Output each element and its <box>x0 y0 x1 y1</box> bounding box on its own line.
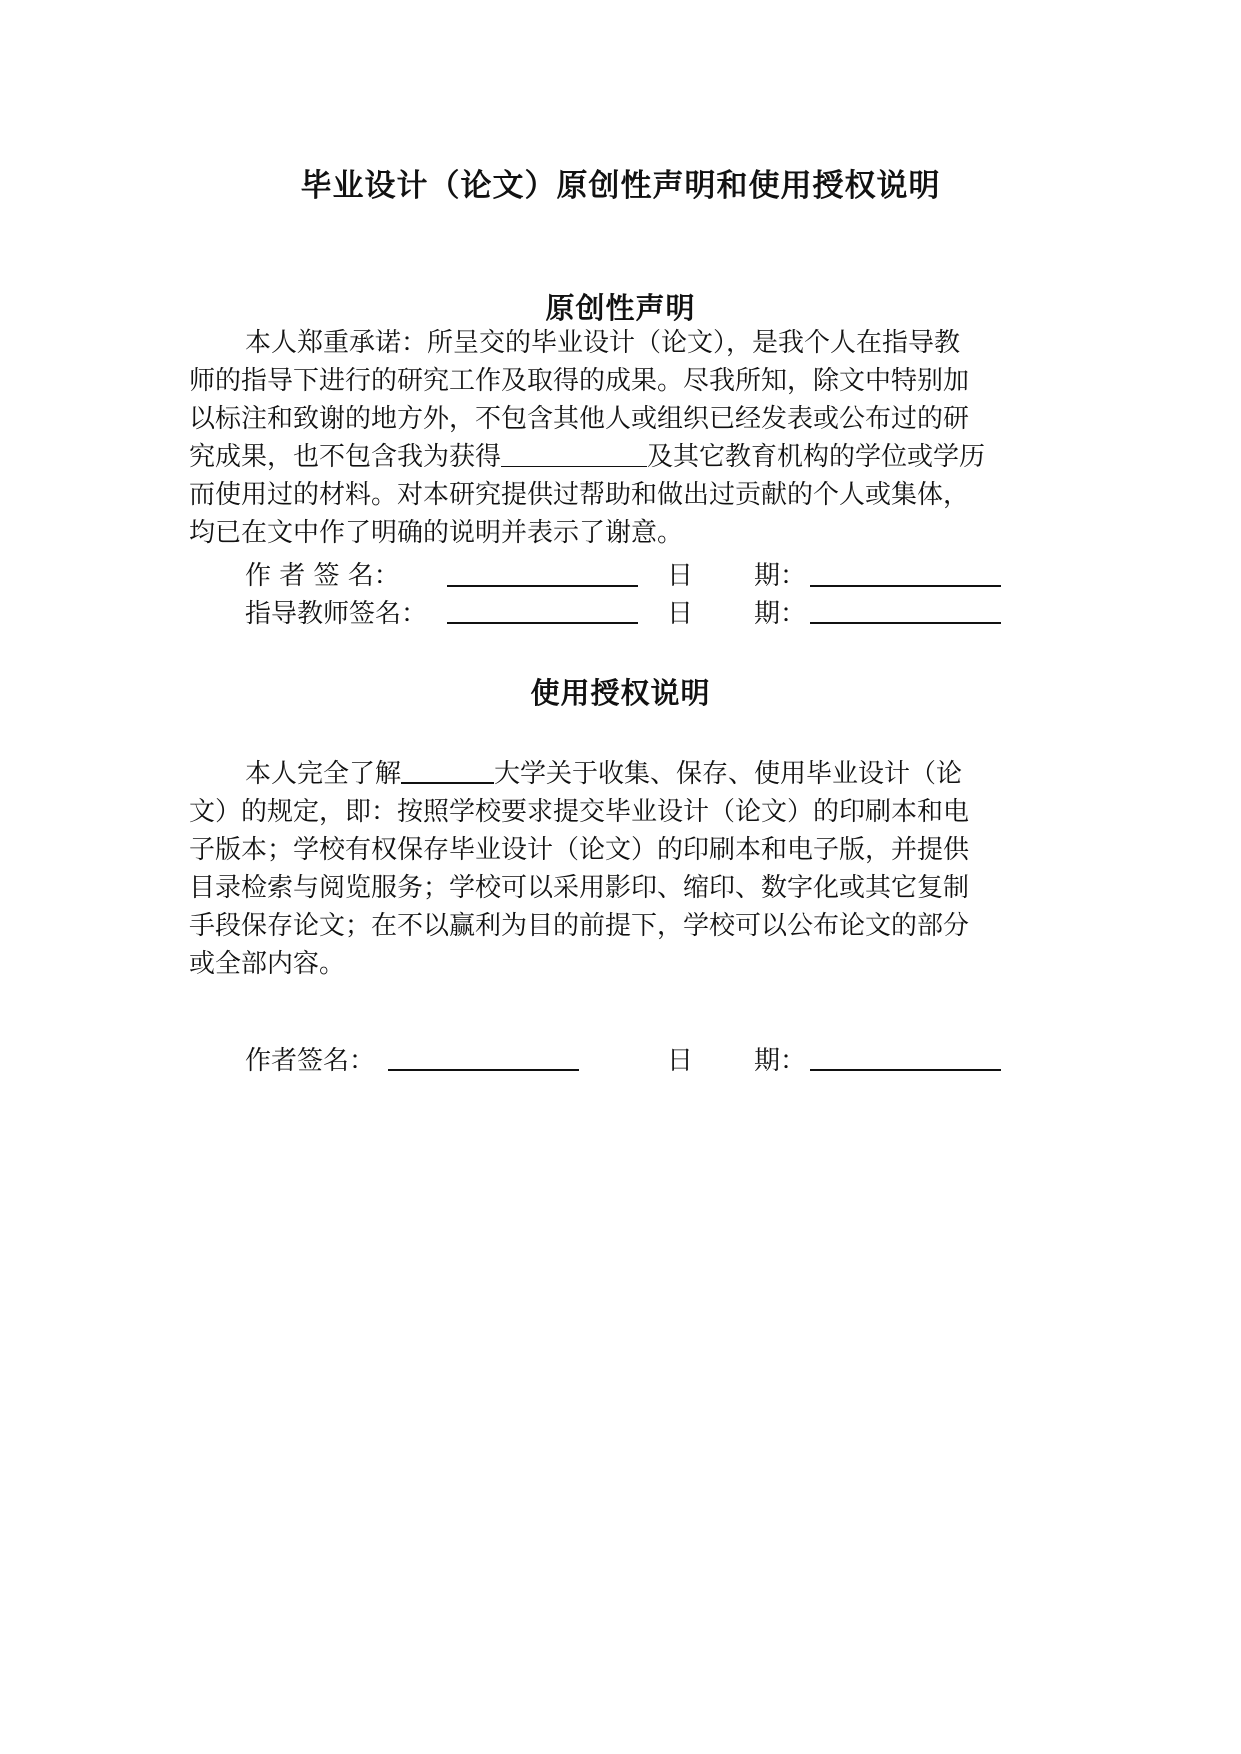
originality-line-text: 究成果，也不包含我为获得 <box>189 442 502 472</box>
authorization-paragraph-line <box>245 756 962 792</box>
authorization-heading: 使用授权说明 <box>530 676 711 710</box>
authorization-paragraph-line: 手段保存论文；在不以赢利为目的前提下，学校可以公布论文的部分 <box>189 911 970 941</box>
advisor-signature-field[interactable] <box>447 622 638 624</box>
author-signature-label: 作者签名： <box>245 1046 376 1076</box>
originality-paragraph-line: 本人郑重承诺：所呈交的毕业设计（论文），是我个人在指导教 <box>245 328 961 358</box>
document-title: 毕业设计（论文）原创性声明和使用授权说明 <box>300 168 941 204</box>
originality-paragraph-line: 均已在文中作了明确的说明并表示了谢意。 <box>189 518 684 548</box>
date-label-char: 日 <box>667 561 694 591</box>
date-label-char: 日 <box>667 599 694 629</box>
authorization-author-signature-field[interactable] <box>388 1069 579 1071</box>
date-label-char: 期： <box>754 561 807 591</box>
originality-heading: 原创性声明 <box>545 291 696 325</box>
authorization-paragraph-line: 子版本；学校有权保存毕业设计（论文）的印刷本和电子版，并提供 <box>189 835 970 865</box>
authorization-paragraph-line: 或全部内容。 <box>189 949 346 979</box>
originality-line-text: 及其它教育机构的学位或学历 <box>647 442 986 472</box>
authorization-paragraph-line: 目录检索与阅览服务；学校可以采用影印、缩印、数字化或其它复制 <box>189 873 970 903</box>
author-date-field[interactable] <box>810 585 1001 587</box>
originality-paragraph-line <box>189 439 985 475</box>
date-label-char: 期： <box>754 599 807 629</box>
authorization-paragraph-line: 文）的规定，即：按照学校要求提交毕业设计（论文）的印刷本和电 <box>189 797 970 827</box>
authorization-line-text: 本人完全了解 <box>245 759 402 789</box>
degree-blank-field[interactable] <box>501 440 647 467</box>
authorization-date-field[interactable] <box>810 1069 1001 1071</box>
originality-paragraph-line: 以标注和致谢的地方外，不包含其他人或组织已经发表或公布过的研 <box>189 404 970 434</box>
date-label-char: 期： <box>754 1046 807 1076</box>
originality-paragraph-line: 师的指导下进行的研究工作及取得的成果。尽我所知，除文中特别加 <box>189 366 970 396</box>
authorization-line-text: 大学关于收集、保存、使用毕业设计（论 <box>494 759 963 789</box>
author-signature-label: 作 者 签 名： <box>245 561 400 591</box>
university-blank-field[interactable] <box>401 756 494 784</box>
advisor-date-field[interactable] <box>810 622 1001 624</box>
author-signature-field[interactable] <box>447 585 638 587</box>
advisor-signature-label: 指导教师签名： <box>245 599 428 629</box>
originality-paragraph-line: 而使用过的材料。对本研究提供过帮助和做出过贡献的个人或集体， <box>189 480 970 510</box>
date-label-char: 日 <box>667 1046 694 1076</box>
